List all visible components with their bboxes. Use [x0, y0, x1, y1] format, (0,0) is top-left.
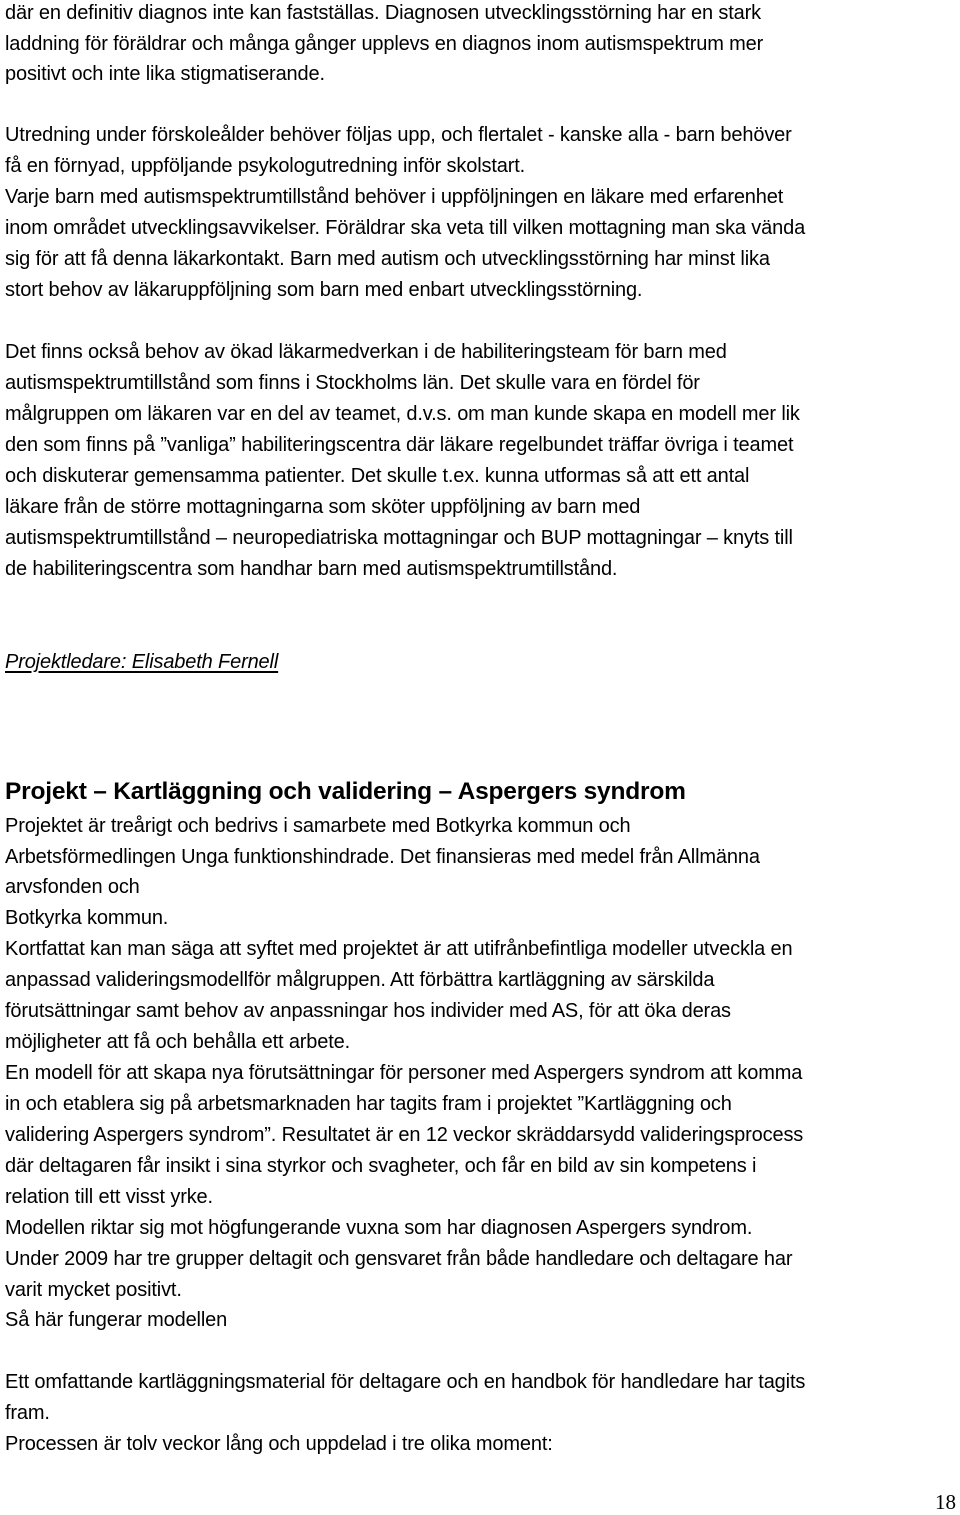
text-line-28: En modell för att skapa nya förutsättningar för personer med Aspergers syndrom att komma [5, 1062, 803, 1084]
text-line-8: sig för att få denna läkarkontakt. Barn med autism och utvecklingsstörning har minst lika [5, 248, 770, 270]
text-line-17: de habiliteringscentra som handhar barn med autismspektrumtillstånd. [5, 558, 618, 580]
text-line-26: förutsättningar samt behov av anpassningar hos individer med AS, för att öka deras [5, 1000, 731, 1022]
text-line-4: Utredning under förskoleålder behöver följas upp, och flertalet - kanske alla - barn behöver [5, 124, 792, 146]
project-leader: Projektledare: Elisabeth Fernell [5, 651, 279, 673]
text-line-5: få en förnyad, uppföljande psykologutredning inför skolstart. [5, 155, 526, 177]
text-line-15: läkare från de större mottagningarna som sköter uppföljning av barn med [5, 496, 641, 518]
text-line-21: Arbetsförmedlingen Unga funktionshindrade. Det finansieras med medel från Allmänna [5, 846, 760, 868]
text-line-25: anpassad valideringsmodellför målgruppen. Att förbättra kartläggning av särskilda [5, 969, 715, 991]
text-line-32: relation till ett visst yrke. [5, 1186, 213, 1208]
text-line-9: stort behov av läkaruppföljning som barn med enbart utvecklingsstörning. [5, 279, 643, 301]
text-line-3: positivt och inte lika stigmatiserande. [5, 63, 325, 85]
text-line-23: Botkyrka kommun. [5, 907, 169, 929]
text-line-24: Kortfattat kan man säga att syftet med projektet är att utifrånbefintliga modeller utveckla en [5, 938, 793, 960]
text-line-6: Varje barn med autismspektrumtillstånd behöver i uppföljningen en läkare med erfarenhet [5, 186, 784, 208]
text-line-27: möjligheter att få och behålla ett arbete. [5, 1031, 351, 1053]
text-line-22: arvsfonden och [5, 876, 140, 898]
text-line-39: Processen är tolv veckor lång och uppdelad i tre olika moment: [5, 1433, 553, 1455]
section-heading: Projekt – Kartläggning och validering – Aspergers syndrom [5, 778, 686, 805]
text-line-38: fram. [5, 1402, 50, 1424]
text-line-7: inom området utvecklingsavvikelser. Föräldrar ska veta till vilken mottagning man ska vända [5, 217, 806, 239]
text-line-10: Det finns också behov av ökad läkarmedverkan i de habiliteringsteam för barn med [5, 341, 727, 363]
text-line-2: laddning för föräldrar och många gånger upplevs en diagnos inom autismspektrum mer [5, 33, 764, 55]
text-line-37: Ett omfattande kartläggningsmaterial för deltagare och en handbok för handledare har tagits [5, 1371, 806, 1393]
text-line-35: varit mycket positivt. [5, 1279, 182, 1301]
text-line-14: och diskuterar gemensamma patienter. Det skulle t.ex. kunna utformas så att ett antal [5, 465, 750, 487]
text-line-33: Modellen riktar sig mot högfungerande vuxna som har diagnosen Aspergers syndrom. [5, 1217, 753, 1239]
text-line-30: validering Aspergers syndrom”. Resultatet är en 12 veckor skräddarsydd valideringsprocess [5, 1124, 804, 1146]
text-line-34: Under 2009 har tre grupper deltagit och gensvaret från både handledare och deltagare har [5, 1248, 793, 1270]
text-line-16: autismspektrumtillstånd – neuropediatriska mottagningar och BUP mottagningar – knyts till [5, 527, 793, 549]
text-line-36: Så här fungerar modellen [5, 1309, 228, 1331]
text-line-13: den som finns på ”vanliga” habiliteringscentra där läkare regelbundet träffar övriga i teamet [5, 434, 794, 456]
page-number: 18 [935, 1490, 956, 1514]
text-line-11: autismspektrumtillstånd som finns i Stockholms län. Det skulle vara en fördel för [5, 372, 700, 394]
text-line-12: målgruppen om läkaren var en del av teamet, d.v.s. om man kunde skapa en modell mer lik [5, 403, 800, 425]
text-line-29: in och etablera sig på arbetsmarknaden har tagits fram i projektet ”Kartläggning och [5, 1093, 732, 1115]
text-line-1: där en definitiv diagnos inte kan fastställas. Diagnosen utvecklingsstörning har en stark [5, 2, 761, 24]
text-line-31: där deltagaren får insikt i sina styrkor och svagheter, och får en bild av sin kompetens i [5, 1155, 757, 1177]
text-line-20: Projektet är treårigt och bedrivs i samarbete med Botkyrka kommun och [5, 815, 631, 837]
